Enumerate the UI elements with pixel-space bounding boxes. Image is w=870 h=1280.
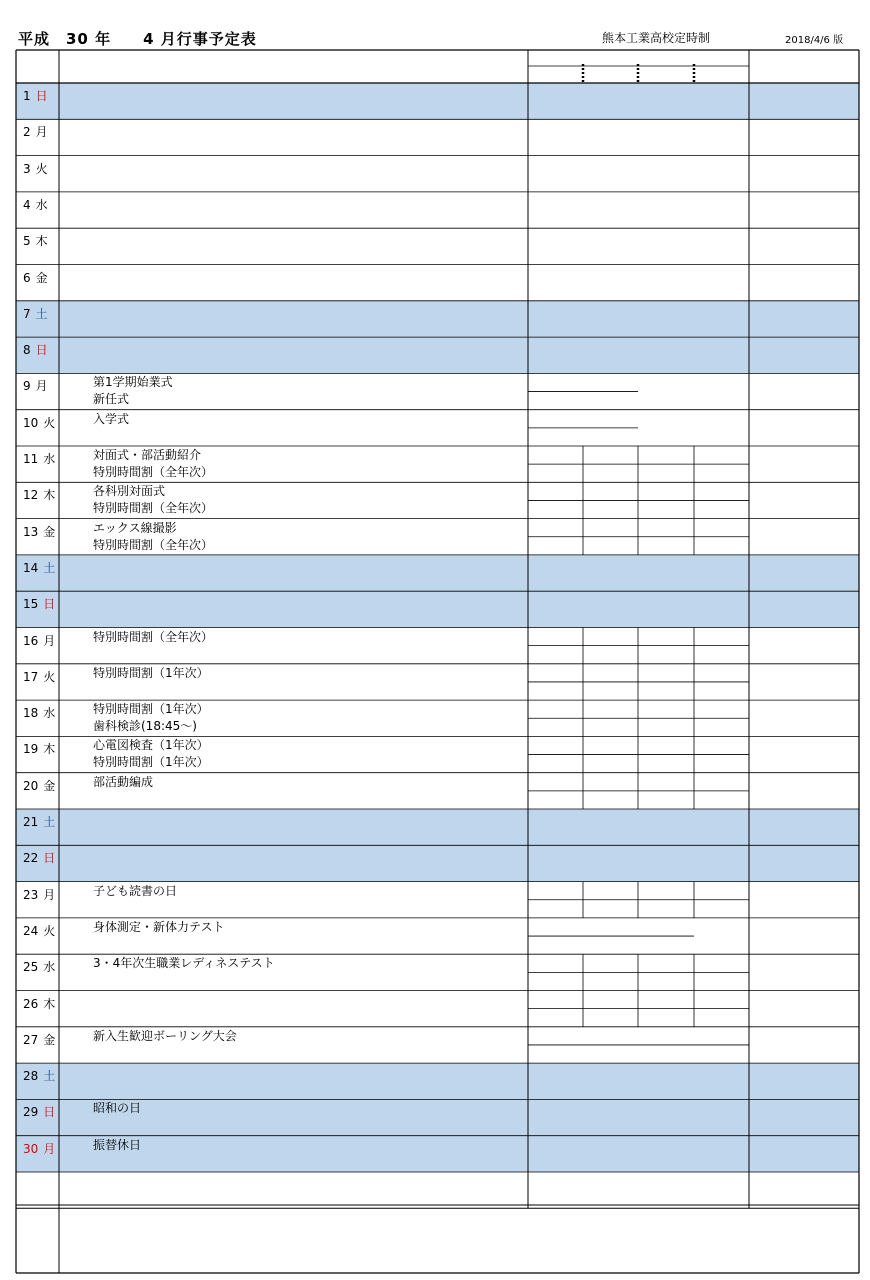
schedule-entry-bottom xyxy=(528,936,694,954)
event-line: 対面式・部活動紹介 xyxy=(93,448,202,462)
day-of-week: 水 xyxy=(43,960,56,975)
weekend-row-shade xyxy=(16,337,859,373)
day-cell xyxy=(16,845,59,881)
event-line: 特別時間割（1年次） xyxy=(93,702,209,717)
schedule-entry-top xyxy=(638,482,694,500)
schedule-entry-bottom xyxy=(528,428,638,446)
lunch-duty-value xyxy=(749,373,859,409)
day-cell xyxy=(16,192,59,228)
header-period-4 xyxy=(711,67,751,83)
schedule-entry-top xyxy=(638,446,694,464)
day-cell xyxy=(16,700,59,736)
day-cell xyxy=(16,119,59,155)
schedule-entry-top xyxy=(528,519,583,537)
event-line: 特別時間割（全年次） xyxy=(93,629,214,644)
event-line: 振替休日 xyxy=(93,1137,142,1152)
schedule-entry-top xyxy=(638,736,694,754)
event-cell xyxy=(59,736,528,772)
schedule-entry-top xyxy=(583,736,638,754)
schedule-entry-top xyxy=(583,991,638,1009)
day-cell xyxy=(16,954,59,990)
day-number: 22 xyxy=(23,851,39,866)
day-of-week: 土 xyxy=(43,560,56,575)
schedule-entry-bottom xyxy=(583,755,638,773)
day-cell xyxy=(16,882,59,918)
day-number: 15 xyxy=(23,597,39,612)
day-cell xyxy=(16,519,59,555)
schedule-entry-top xyxy=(528,446,583,464)
event-line: 入学式 xyxy=(93,411,130,426)
schedule-entry-bottom xyxy=(583,791,638,809)
event-cell xyxy=(59,410,528,446)
day-of-week: 火 xyxy=(35,161,48,176)
header-lunch-duty xyxy=(768,57,848,75)
weekend-row-shade xyxy=(16,809,859,845)
event-line: 特別時間割（全年次） xyxy=(93,501,214,516)
schedule-entry-top xyxy=(694,700,749,718)
header-schedule-change xyxy=(574,51,714,67)
day-cell xyxy=(16,991,59,1027)
day-cell xyxy=(16,1063,59,1099)
day-number: 8 xyxy=(23,343,31,358)
lunch-duty-value xyxy=(749,954,859,990)
day-cell xyxy=(16,1027,59,1063)
notes-line xyxy=(325,1209,525,1229)
day-cell xyxy=(16,156,59,192)
weekend-row-shade xyxy=(16,591,859,627)
day-number: 2 xyxy=(23,125,31,140)
schedule-entry-top xyxy=(694,664,749,682)
day-cell xyxy=(16,301,59,337)
schedule-entry-bottom xyxy=(638,791,694,809)
day-number: 26 xyxy=(23,996,39,1011)
event-line: 新入生歓迎ボーリング大会 xyxy=(93,1028,237,1043)
schedule-entry-top xyxy=(528,628,583,646)
day-cell xyxy=(16,591,59,627)
day-of-week: 木 xyxy=(43,996,56,1011)
schedule-entry-top xyxy=(583,882,638,900)
event-cell xyxy=(59,773,528,809)
event-cell xyxy=(59,918,528,954)
schedule-entry-top xyxy=(694,773,749,791)
day-number: 20 xyxy=(23,778,39,793)
schedule-entry-bottom xyxy=(528,537,583,555)
notes-line xyxy=(59,1227,319,1247)
day-cell xyxy=(16,664,59,700)
schedule-entry-bottom xyxy=(528,972,583,990)
day-number: 1 xyxy=(23,89,31,103)
event-cell xyxy=(59,664,528,700)
schedule-entry-top xyxy=(528,1027,749,1045)
schedule-entry-bottom xyxy=(528,1009,583,1027)
lunch-duty-value xyxy=(749,664,859,700)
schedule-entry-top xyxy=(528,373,638,391)
day-of-week: 月 xyxy=(43,1141,56,1156)
schedule-entry-bottom xyxy=(583,718,638,736)
event-cell xyxy=(59,954,528,990)
day-number: 30 xyxy=(23,1141,39,1156)
day-cell xyxy=(16,265,59,301)
schedule-entry-bottom xyxy=(694,718,749,736)
day-cell xyxy=(16,373,59,409)
event-cell xyxy=(59,882,528,918)
day-number: 27 xyxy=(23,1032,39,1047)
schedule-entry-top xyxy=(694,991,749,1009)
event-line: 特別時間割（全年次） xyxy=(93,465,214,479)
schedule-entry-top xyxy=(528,918,694,936)
day-cell xyxy=(16,918,59,954)
schedule-entry-top xyxy=(694,519,749,537)
schedule-entry-bottom xyxy=(528,646,583,664)
day-of-week: 月 xyxy=(35,379,48,394)
day-cell xyxy=(16,555,59,591)
event-extra xyxy=(325,447,475,465)
day-of-week: 日 xyxy=(43,597,56,612)
event-line: 歯科検診(18:45～) xyxy=(93,719,197,734)
day-cell xyxy=(16,628,59,664)
schedule-entry-bottom xyxy=(528,464,583,482)
lunch-duty-value xyxy=(749,773,859,809)
schedule-entry-top xyxy=(583,482,638,500)
schedule-entry-bottom xyxy=(638,500,694,518)
schedule-entry-bottom xyxy=(694,791,749,809)
event-cell xyxy=(59,700,528,736)
event-line: エックス線撮影 xyxy=(93,520,177,535)
schedule-entry-top xyxy=(528,954,583,972)
schedule-entry-top xyxy=(528,700,583,718)
day-number: 7 xyxy=(23,306,31,321)
event-line: 3・4年次生職業レディネステスト xyxy=(93,956,275,971)
schedule-entry-bottom xyxy=(583,464,638,482)
event-line: 特別時間割（全年次） xyxy=(93,537,214,552)
schedule-entry-bottom xyxy=(694,682,749,700)
schedule-entry-top xyxy=(638,628,694,646)
header-events xyxy=(244,57,364,75)
day-of-week: 土 xyxy=(43,1069,56,1084)
event-cell xyxy=(59,1027,528,1063)
schedule-entry-bottom xyxy=(694,1009,749,1027)
day-of-week: 日 xyxy=(43,851,56,866)
schedule-entry-top xyxy=(583,954,638,972)
event-line: 特別時間割（1年次） xyxy=(93,755,209,770)
day-number: 12 xyxy=(23,488,39,503)
schedule-entry-bottom xyxy=(528,1045,749,1063)
day-number: 28 xyxy=(23,1069,39,1084)
day-cell xyxy=(16,773,59,809)
schedule-entry-bottom xyxy=(528,900,583,918)
day-of-week: 金 xyxy=(43,1032,56,1047)
day-of-week: 水 xyxy=(43,452,56,466)
school-name: 熊本工業高校定時制 xyxy=(602,31,711,45)
schedule-entry-bottom xyxy=(528,791,583,809)
schedule-entry-top xyxy=(638,773,694,791)
schedule-entry-top xyxy=(694,882,749,900)
schedule-entry-bottom xyxy=(638,464,694,482)
schedule-entry-top xyxy=(638,519,694,537)
schedule-entry-top xyxy=(528,410,638,428)
day-of-week: 日 xyxy=(43,1105,56,1120)
day-number: 11 xyxy=(23,452,39,466)
lunch-duty-value xyxy=(749,628,859,664)
event-line: 昭和の日 xyxy=(93,1101,142,1116)
schedule-entry-bottom xyxy=(638,537,694,555)
schedule-entry-top xyxy=(694,482,749,500)
day-of-week: 金 xyxy=(35,270,48,285)
day-of-week: 金 xyxy=(43,778,56,793)
day-number: 4 xyxy=(23,197,31,212)
day-number: 18 xyxy=(23,706,39,721)
weekend-row-shade xyxy=(16,1063,859,1099)
schedule-entry-top xyxy=(638,664,694,682)
notes-line xyxy=(325,1229,525,1249)
version-date: 2018/4/6 版 xyxy=(785,35,844,46)
day-cell xyxy=(16,736,59,772)
header-period-1 xyxy=(543,67,583,83)
day-number: 9 xyxy=(23,379,31,394)
day-cell xyxy=(16,809,59,845)
schedule-entry-bottom xyxy=(638,646,694,664)
day-cell xyxy=(16,1099,59,1135)
day-number: 6 xyxy=(23,270,31,285)
schedule-entry-top xyxy=(583,700,638,718)
schedule-entry-top xyxy=(583,773,638,791)
day-number: 10 xyxy=(23,415,39,430)
day-of-week: 土 xyxy=(43,815,56,829)
day-cell xyxy=(16,83,59,119)
day-number: 16 xyxy=(23,633,39,648)
day-number: 23 xyxy=(23,887,39,902)
schedule-entry-top xyxy=(583,628,638,646)
schedule-entry-bottom xyxy=(583,682,638,700)
event-cell xyxy=(59,1099,528,1135)
day-number: 25 xyxy=(23,960,39,975)
event-line: 部活動編成 xyxy=(93,774,154,789)
lunch-duty-value xyxy=(749,736,859,772)
day-of-week: 火 xyxy=(43,669,56,684)
day-of-week: 日 xyxy=(35,89,48,103)
day-number: 17 xyxy=(23,669,39,684)
schedule-entry-top xyxy=(528,664,583,682)
day-cell xyxy=(16,446,59,482)
event-cell xyxy=(59,628,528,664)
schedule-entry-top xyxy=(694,628,749,646)
schedule-entry-top xyxy=(583,519,638,537)
day-of-week: 木 xyxy=(43,742,56,757)
schedule-entry-bottom xyxy=(528,755,583,773)
schedule-entry-bottom xyxy=(583,646,638,664)
notes-line xyxy=(59,1207,319,1227)
schedule-entry-bottom xyxy=(694,755,749,773)
schedule-entry-bottom xyxy=(694,900,749,918)
schedule-entry-bottom xyxy=(638,682,694,700)
event-cell xyxy=(59,373,528,409)
day-number: 3 xyxy=(23,161,31,176)
day-cell xyxy=(16,410,59,446)
page-title: 平成 30 年 4 月行事予定表 xyxy=(18,30,257,48)
day-of-week: 木 xyxy=(35,234,48,249)
day-number: 13 xyxy=(23,524,39,539)
day-of-week: 月 xyxy=(43,633,56,648)
day-of-week: 木 xyxy=(43,488,56,503)
day-number: 24 xyxy=(23,923,39,938)
day-of-week: 月 xyxy=(35,125,48,140)
day-number: 19 xyxy=(23,742,39,757)
schedule-entry-top xyxy=(528,736,583,754)
header-day-dow xyxy=(20,57,65,75)
schedule-entry-bottom xyxy=(694,646,749,664)
schedule-entry-bottom xyxy=(583,537,638,555)
schedule-entry-top xyxy=(694,736,749,754)
header-period-3 xyxy=(655,67,695,83)
weekend-row-shade xyxy=(16,845,859,881)
lunch-duty-value xyxy=(749,882,859,918)
schedule-entry-bottom xyxy=(638,755,694,773)
schedule-entry-bottom xyxy=(583,900,638,918)
header-period-2 xyxy=(600,67,640,83)
event-cell xyxy=(59,1136,528,1172)
weekend-row-shade xyxy=(16,83,859,119)
schedule-entry-bottom xyxy=(694,500,749,518)
schedule-entry-bottom xyxy=(638,972,694,990)
schedule-entry-top xyxy=(638,882,694,900)
day-cell xyxy=(16,228,59,264)
event-line: 第1学期始業式 xyxy=(93,375,173,390)
schedule-entry-top xyxy=(583,664,638,682)
notes-line xyxy=(59,1247,319,1267)
schedule-entry-bottom xyxy=(528,392,638,410)
notes-label xyxy=(26,1222,46,1262)
event-line: 新任式 xyxy=(93,392,130,407)
event-cell xyxy=(59,482,528,518)
schedule-entry-bottom xyxy=(583,500,638,518)
schedule-entry-bottom xyxy=(694,972,749,990)
day-number: 21 xyxy=(23,815,39,829)
day-cell xyxy=(16,482,59,518)
schedule-entry-bottom xyxy=(528,500,583,518)
day-of-week: 火 xyxy=(43,923,56,938)
weekend-row-shade xyxy=(16,555,859,591)
event-line: 身体測定・新体力テスト xyxy=(93,919,225,934)
schedule-entry-bottom xyxy=(583,972,638,990)
day-cell xyxy=(16,1136,59,1172)
schedule-entry-bottom xyxy=(638,718,694,736)
day-of-week: 月 xyxy=(43,887,56,902)
day-of-week: 金 xyxy=(43,524,56,539)
schedule-entry-top xyxy=(638,991,694,1009)
schedule-entry-top xyxy=(528,482,583,500)
schedule-entry-top xyxy=(638,700,694,718)
schedule-entry-top xyxy=(528,882,583,900)
lunch-duty-value xyxy=(749,482,859,518)
schedule-entry-top xyxy=(528,991,583,1009)
day-of-week: 土 xyxy=(35,306,48,321)
lunch-duty-value xyxy=(749,519,859,555)
event-line: 各科別対面式 xyxy=(93,484,166,499)
schedule-entry-top xyxy=(638,954,694,972)
day-of-week: 火 xyxy=(43,415,56,430)
schedule-entry-top xyxy=(694,446,749,464)
schedule-entry-top xyxy=(694,954,749,972)
schedule-entry-bottom xyxy=(694,537,749,555)
event-line: 子ども読書の日 xyxy=(93,883,178,898)
day-number: 5 xyxy=(23,234,31,249)
day-of-week: 日 xyxy=(35,343,48,358)
lunch-duty-value xyxy=(749,991,859,1027)
day-number: 29 xyxy=(23,1105,39,1120)
schedule-entry-bottom xyxy=(638,900,694,918)
schedule-entry-bottom xyxy=(528,718,583,736)
day-of-week: 水 xyxy=(43,706,56,721)
day-of-week: 水 xyxy=(35,197,48,212)
schedule-entry-top xyxy=(583,446,638,464)
day-number: 14 xyxy=(23,560,39,575)
schedule-entry-bottom xyxy=(583,1009,638,1027)
weekend-row-shade xyxy=(16,301,859,337)
schedule-entry-bottom xyxy=(528,682,583,700)
event-cell xyxy=(59,519,528,555)
schedule-entry-top xyxy=(528,773,583,791)
event-line: 心電図検査（1年次） xyxy=(93,738,209,753)
lunch-duty-value xyxy=(749,700,859,736)
lunch-duty-value xyxy=(749,446,859,482)
day-cell xyxy=(16,337,59,373)
event-line: 特別時間割（1年次） xyxy=(93,665,209,680)
lunch-duty-value xyxy=(749,918,859,954)
schedule-entry-bottom xyxy=(694,464,749,482)
schedule-entry-bottom xyxy=(638,1009,694,1027)
